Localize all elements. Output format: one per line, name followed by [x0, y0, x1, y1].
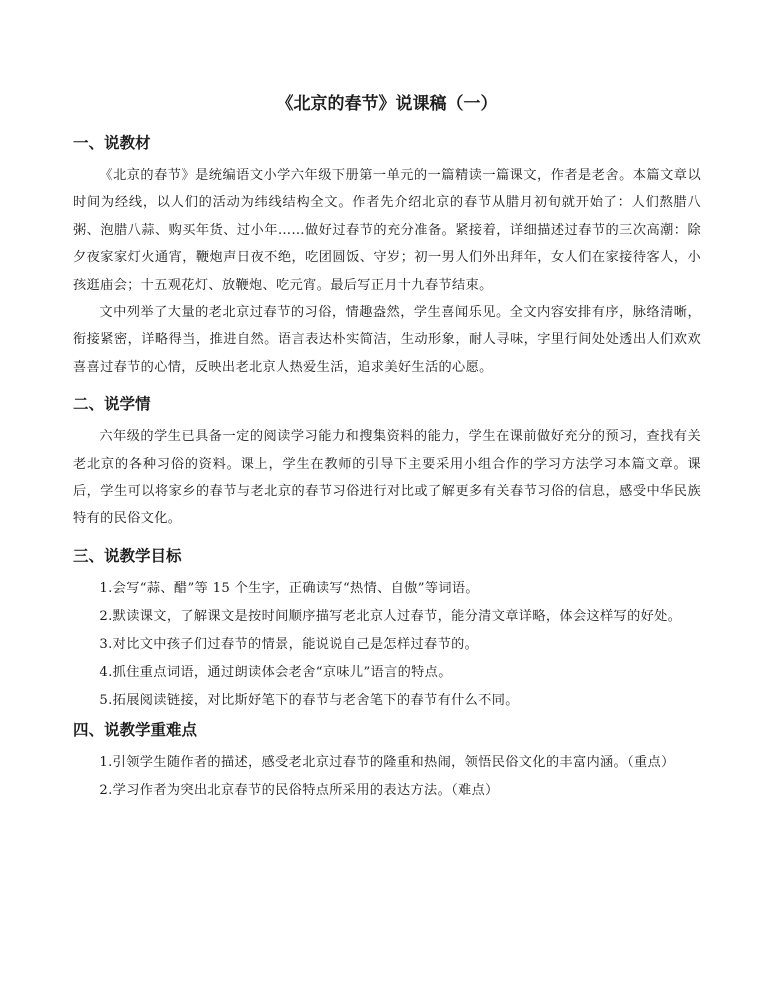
- list-item: 2.默读课文，了解课文是按时间顺序描写老北京人过春节，能分清文章详略，体会这样写的好处。: [99, 608, 682, 624]
- document-title: 《北京的春节》说课稿（一）: [276, 94, 498, 114]
- list-item: 3.对比文中孩子们过春节的情景，能说说自己是怎样过春节的。: [99, 636, 479, 652]
- list-item: 4.抓住重点词语，通过朗读体会老舍“京味儿”语言的特点。: [99, 664, 452, 680]
- section-student-analysis: [73, 389, 701, 533]
- list-item: 5.拓展阅读链接，对比斯妤笔下的春节与老舍笔下的春节有什么不同。: [99, 692, 519, 708]
- document-body: [73, 128, 701, 805]
- list-item: 1.会写“蒜、醋”等 15 个生字，正确读写“热情、自傲”等词语。: [99, 580, 479, 596]
- section-heading-teaching-goals: 三、说教学目标: [73, 546, 182, 565]
- list-item: 2.学习作者为突出北京春节的民俗特点所采用的表达方法。（难点）: [99, 782, 499, 798]
- list-item: 1.引领学生随作者的描述，感受老北京过春节的隆重和热闹，领悟民俗文化的丰富内涵。（重点）: [99, 754, 675, 770]
- section-heading-student-analysis: 二、说学情: [73, 395, 151, 414]
- paragraph: 《北京的春节》是统编语文小学六年级下册第一单元的一篇精读一篇课文，作者是老舍。本篇文章以时间为经线，以人们的活动为纬线结构全文。作者先介绍北京的春节从腊月初旬就开始了：人们熬腊八粥、泡腊八蒜、购买年货、过小年……做好过春节的充分准备。紧接着，详细描述过春节的三次高潮：除夕夜家家灯火通宵，鞭炮声日夜不绝，吃团圆饭、守岁；初一男人们外出拜年，女人们在家接待客人，小孩逛庙会；十五观花灯、放鞭炮、吃元宵。最后写正月十九春节结束。: [73, 168, 701, 293]
- section-heading-textbook: 一、说教材: [73, 134, 151, 152]
- section-key-points: [73, 715, 701, 805]
- section-teaching-goals: [73, 541, 701, 715]
- section-textbook: [73, 128, 701, 381]
- paragraph: 文中列举了大量的老北京过春节的习俗，情趣盎然，学生喜闻乐见。全文内容安排有序，脉络清晰，衔接紧密，详略得当，推进自然。语言表达朴实简洁，生动形象，耐人寻味，字里行间处处透出人们欢欢喜喜过春节的心情，反映出老北京人热爱生活，追求美好生活的心愿。: [73, 305, 701, 375]
- section-heading-key-points: 四、说教学重难点: [73, 720, 198, 739]
- paragraph: 六年级的学生已具备一定的阅读学习能力和搜集资料的能力，学生在课前做好充分的预习，查找有关老北京的各种习俗的资料。课上，学生在教师的引导下主要采用小组合作的学习方法学习本篇文章。课后，学生可以将家乡的春节与老北京的春节习俗进行对比或了解更多有关春节习俗的信息，感受中华民族特有的民俗文化。: [73, 429, 701, 527]
